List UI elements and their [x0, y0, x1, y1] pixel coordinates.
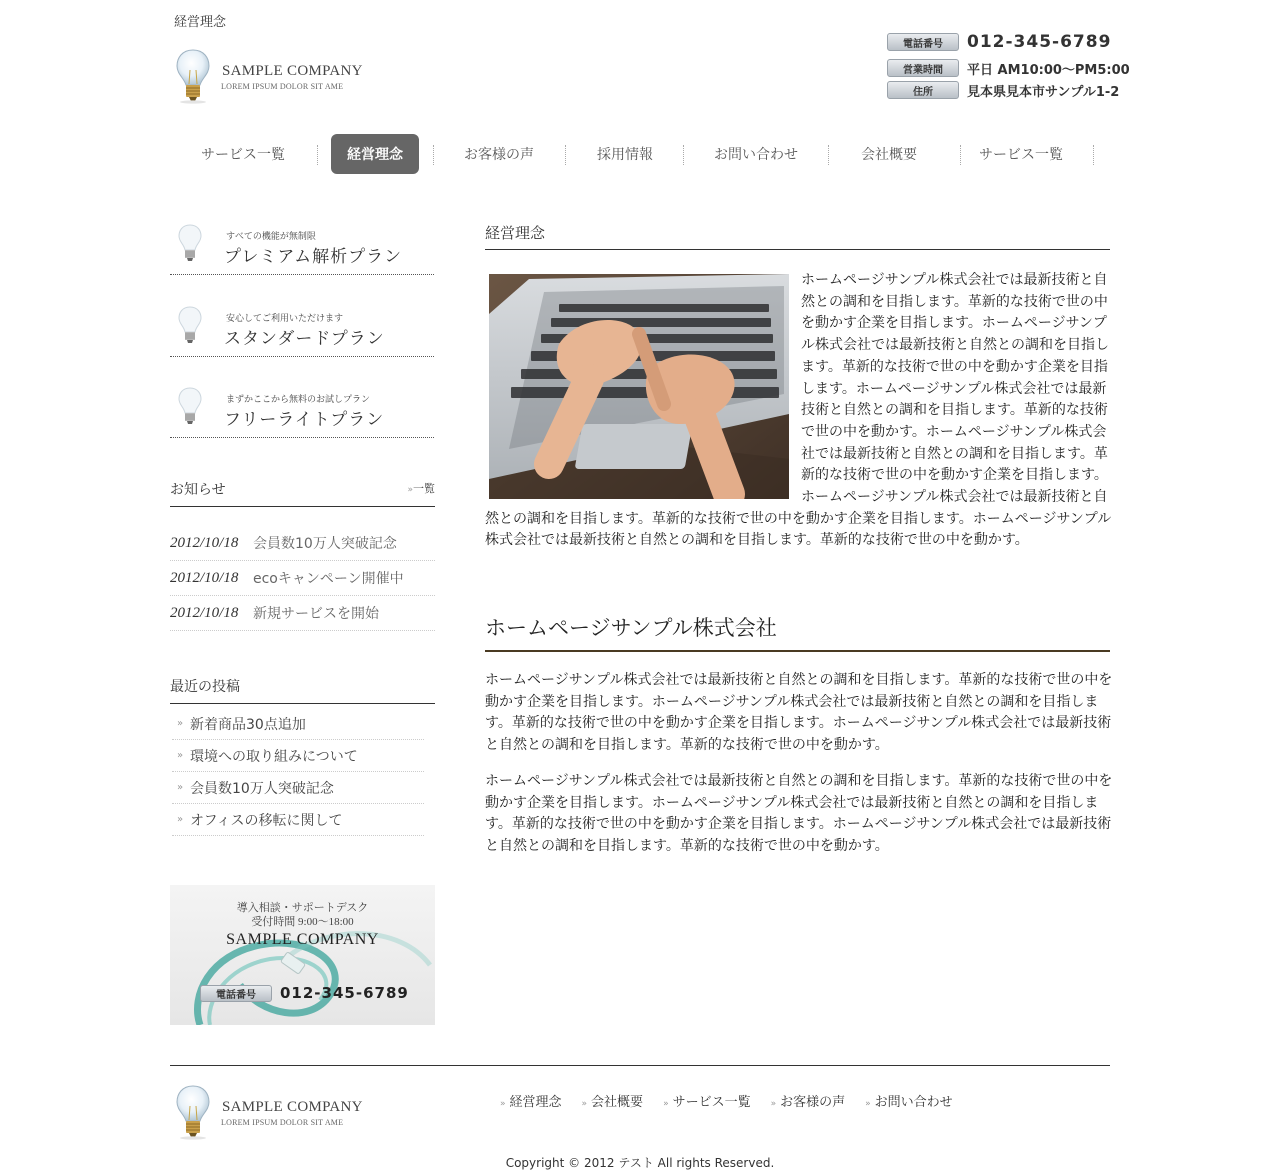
- banner-phone-label: 電話番号: [200, 985, 272, 1002]
- contact-value: 012-345-6789: [967, 32, 1112, 52]
- footer-link-services[interactable]: [663, 1091, 751, 1110]
- contact-hours: [887, 59, 1130, 77]
- copyright: Copyright © 2012 テスト All rights Reserved.: [505, 1156, 775, 1170]
- news-heading: [170, 479, 435, 507]
- post-item[interactable]: [172, 772, 424, 804]
- news-text: 新規サービスを開始: [253, 606, 379, 622]
- intro-paragraph: ホームページサンプル株式会社では最新技術と自然との調和を目指します。革新的な技術で世の中を動かす企業を目指します。ホームページサンプル株式会社では最新技術と自然との調和を目指します。革新的な技術で世の中を動かす企業を目指します。ホームページサンプル株式会社では最新技術と自然との調和を目指します。革新的な技術で世の中を動かす。ホームページサンプル株式会社では最新技術と自然との調和を目指します。革新的な技術で世の中を動かす企業を目指します。ホームページサンプル株式会社では最新技術と自然との調和を目指します。革新的な技術で世の中を動かす企業を目指します。ホームページサンプル株式会社では最新技術と自然との調和を目指します。革新的な技術で世の中を動かす。: [485, 272, 1112, 549]
- nav-item-contact[interactable]: お問い合わせ: [714, 147, 798, 163]
- nav-separator: [317, 145, 318, 165]
- plan-title: フリーライトプラン: [224, 410, 385, 429]
- post-title: 環境への取り組みについて: [190, 748, 358, 765]
- contact-value: 見本県見本市サンプル1-2: [967, 84, 1120, 100]
- contact-label: 住所: [887, 81, 959, 99]
- header-logo[interactable]: [175, 48, 375, 108]
- nav-separator: [1093, 145, 1094, 165]
- plan-premium[interactable]: [170, 219, 434, 275]
- footer-link-label: サービス一覧: [672, 1095, 751, 1110]
- paragraph: ホームページサンプル株式会社では最新技術と自然との調和を目指します。革新的な技術で世の中を動かす企業を目指します。ホームページサンプル株式会社では最新技術と自然との調和を目指します。革新的な技術で世の中を動かす企業を目指します。ホームページサンプル株式会社では最新技術と自然との調和を目指します。革新的な技術で世の中を動かす。: [485, 672, 1113, 754]
- company-heading: ホームページサンプル株式会社: [485, 612, 1110, 652]
- nav-item-recruit[interactable]: 採用情報: [597, 147, 653, 163]
- logo-tagline: LOREM IPSUM DOLOR SIT AME: [221, 1118, 344, 1127]
- paragraph: ホームページサンプル株式会社では最新技術と自然との調和を目指します。革新的な技術で世の中を動かす企業を目指します。ホームページサンプル株式会社では最新技術と自然との調和を目指します。革新的な技術で世の中を動かす企業を目指します。ホームページサンプル株式会社では最新技術と自然との調和を目指します。革新的な技術で世の中を動かす。: [485, 773, 1113, 855]
- nav-item-company[interactable]: 会社概要: [861, 147, 917, 163]
- footer-nav: [500, 1091, 973, 1110]
- chevron-right-icon: »: [177, 750, 184, 761]
- lightbulb-icon: [176, 221, 204, 265]
- posts-heading-text: 最近の投稿: [170, 679, 240, 695]
- lightbulb-icon: [176, 303, 204, 347]
- post-item[interactable]: [172, 740, 424, 772]
- nav-separator: [828, 145, 829, 165]
- plan-subtitle: すべての機能が無制限: [226, 231, 316, 241]
- footer-link-voices[interactable]: [771, 1091, 846, 1110]
- lightbulb-icon: [176, 384, 204, 428]
- intro-text-block: [485, 270, 1113, 552]
- news-heading-text: お知らせ: [170, 482, 226, 498]
- banner-line2: 受付時間 9:00〜18:00: [251, 916, 354, 928]
- post-item[interactable]: [172, 804, 424, 836]
- chevron-right-icon: »: [770, 1099, 777, 1109]
- logo-tagline: LOREM IPSUM DOLOR SIT AME: [221, 82, 344, 91]
- chevron-right-icon: »: [177, 814, 184, 825]
- support-banner[interactable]: [170, 885, 435, 1025]
- nav-item-services-2[interactable]: サービス一覧: [979, 147, 1063, 163]
- chevron-right-icon: »: [177, 782, 184, 793]
- chevron-right-icon: »: [407, 485, 413, 495]
- banner-company: SAMPLE COMPANY: [226, 931, 379, 948]
- news-text: 会員数10万人突破記念: [253, 536, 397, 552]
- plan-standard[interactable]: [170, 301, 434, 357]
- news-date: 2012/10/18: [170, 534, 239, 551]
- contact-label: 営業時間: [887, 59, 959, 77]
- plan-title: プレミアム解析プラン: [224, 247, 403, 266]
- nav-separator: [683, 145, 684, 165]
- plan-subtitle: まずかここから無料のお試しプラン: [226, 394, 371, 404]
- plan-title: スタンダードプラン: [224, 329, 385, 348]
- footer-link-label: お客様の声: [780, 1095, 846, 1110]
- news-more-label: 一覧: [413, 482, 435, 495]
- banner-line1: 導入相談・サポートデスク: [236, 902, 369, 914]
- photo-spacer: [485, 270, 801, 506]
- chevron-right-icon: »: [663, 1099, 669, 1109]
- footer-link-label: 経営理念: [509, 1095, 562, 1110]
- news-date: 2012/10/18: [170, 569, 239, 586]
- news-date: 2012/10/18: [170, 604, 239, 621]
- post-title: オフィスの移転に関して: [190, 812, 343, 829]
- news-more-link[interactable]: [407, 480, 435, 496]
- global-nav: [170, 134, 1110, 176]
- contact-address: [887, 81, 1119, 99]
- nav-separator: [565, 145, 566, 165]
- news-text: ecoキャンペーン開催中: [253, 571, 404, 587]
- chevron-right-icon: »: [581, 1099, 588, 1109]
- logo-name: SAMPLE COMPANY: [222, 1099, 363, 1115]
- nav-item-philosophy[interactable]: 経営理念: [331, 134, 419, 174]
- news-item[interactable]: [170, 526, 435, 561]
- footer-link-contact[interactable]: [865, 1091, 953, 1110]
- header-caption: 経営理念: [174, 15, 227, 30]
- nav-item-voices[interactable]: お客様の声: [464, 147, 534, 163]
- footer-link-philosophy[interactable]: [500, 1091, 562, 1110]
- contact-phone: [887, 33, 1111, 51]
- chevron-right-icon: »: [177, 718, 184, 729]
- plan-free-lite[interactable]: [170, 382, 434, 438]
- post-title: 会員数10万人突破記念: [190, 780, 334, 797]
- banner-phone: 012-345-6789: [280, 984, 409, 1002]
- footer-link-company[interactable]: [582, 1091, 644, 1110]
- nav-item-services[interactable]: サービス一覧: [201, 147, 285, 163]
- nav-separator: [960, 145, 961, 165]
- chevron-right-icon: »: [500, 1099, 506, 1109]
- news-item[interactable]: [170, 596, 435, 631]
- footer-logo[interactable]: [175, 1084, 375, 1144]
- footer-link-label: 会社概要: [591, 1095, 644, 1110]
- news-item[interactable]: [170, 561, 435, 596]
- post-item[interactable]: [172, 708, 424, 740]
- chevron-right-icon: »: [865, 1099, 871, 1109]
- lightbulb-icon: [175, 48, 211, 104]
- lightbulb-icon: [175, 1084, 211, 1140]
- main-heading: 経営理念: [485, 222, 1110, 250]
- contact-label: 電話番号: [887, 33, 959, 51]
- footer-divider: [170, 1065, 1110, 1066]
- nav-separator: [433, 145, 434, 165]
- plan-subtitle: 安心してご利用いただけます: [226, 313, 344, 323]
- posts-heading: [170, 676, 435, 704]
- post-title: 新着商品30点追加: [190, 716, 306, 733]
- logo-name: SAMPLE COMPANY: [222, 63, 363, 79]
- footer-link-label: お問い合わせ: [874, 1095, 953, 1110]
- contact-value: 平日 AM10:00〜PM5:00: [967, 62, 1130, 78]
